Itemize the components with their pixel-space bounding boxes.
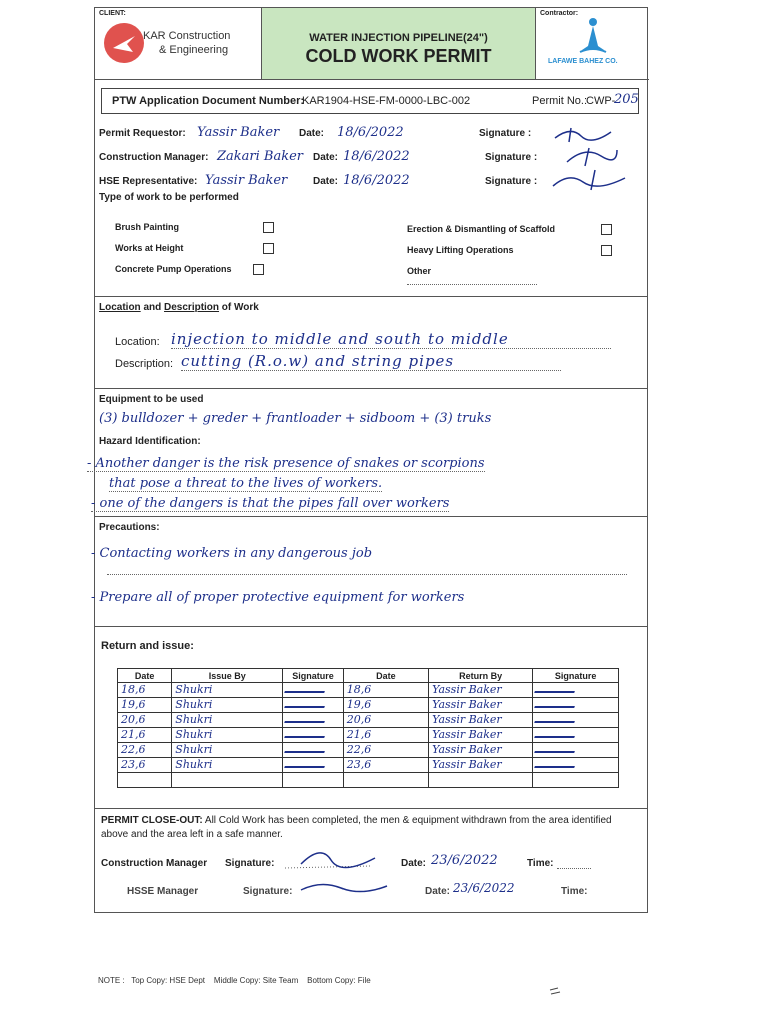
time-line — [557, 868, 591, 869]
signer-date: 18/6/2022 — [343, 173, 410, 188]
table-header-row — [118, 669, 619, 683]
work-type-concrete-pump: Concrete Pump Operations — [115, 264, 232, 274]
row-issue-by — [172, 773, 283, 788]
signer-signature-label: Signature : — [485, 176, 538, 187]
signer-role: Construction Manager: — [99, 152, 209, 163]
row-return-by: Yassir Baker — [429, 698, 533, 713]
client-header-cell — [95, 8, 262, 80]
cm-closeout-label: Construction Manager — [101, 858, 208, 869]
signer-name: Yassir Baker — [197, 125, 280, 140]
row-return-date: 18,6 — [343, 683, 428, 698]
row-date: 19,6 — [118, 698, 172, 713]
section-divider — [95, 388, 647, 389]
signature-mark-icon — [534, 683, 578, 693]
contractor-logo-icon — [578, 16, 608, 54]
row-issue-signature — [283, 758, 344, 773]
signature-mark-icon — [284, 698, 328, 708]
work-type-checkbox[interactable] — [601, 224, 612, 235]
row-issue-by: Shukri — [172, 728, 283, 743]
location-label: Location: — [115, 336, 160, 348]
hsse-date-label: Date: — [425, 886, 451, 897]
work-type-checkbox[interactable] — [253, 264, 264, 275]
row-return-by: Yassir Baker — [429, 713, 533, 728]
row-issue-by: Shukri — [172, 698, 283, 713]
row-issue-signature — [283, 743, 344, 758]
contractor-header-cell — [536, 8, 649, 80]
hsse-date: 23/6/2022 — [453, 881, 515, 895]
signature-mark-icon — [534, 713, 578, 723]
column-header: Issue By — [172, 669, 283, 683]
row-issue-by: Shukri — [172, 758, 283, 773]
signature-mark-icon — [284, 758, 328, 768]
hsse-time-label: Time: — [561, 886, 588, 897]
return-issue-heading: Return and issue: — [101, 640, 194, 652]
signature-mark-icon — [284, 713, 328, 723]
hazard-section — [87, 436, 643, 516]
row-issue-by: Shukri — [172, 683, 283, 698]
signer-role: Permit Requestor: — [99, 128, 186, 139]
row-return-signature — [533, 713, 619, 728]
section-divider — [95, 808, 647, 809]
hazard-line: - one of the dangers is that the pipes fall over workers — [91, 496, 450, 511]
work-type-section — [99, 192, 639, 292]
section-divider — [95, 296, 647, 297]
row-date: 22,6 — [118, 743, 172, 758]
row-return-date: 19,6 — [343, 698, 428, 713]
cm-time-label: Time: — [527, 858, 554, 869]
signer-signature-label: Signature : — [485, 152, 538, 163]
work-type-heading: Type of work to be performed — [99, 192, 239, 203]
row-return-date: 23,6 — [343, 758, 428, 773]
description-value: cutting (R.o.w) and string pipes — [181, 352, 561, 371]
return-issue-table — [117, 668, 619, 788]
precaution-line: - Contacting workers in any dangerous job — [91, 546, 373, 561]
table-row — [118, 773, 619, 788]
row-issue-signature — [283, 698, 344, 713]
row-date — [118, 773, 172, 788]
hazard-line: - Another danger is the risk presence of snakes or scorpions — [87, 456, 485, 471]
work-type-brush-painting: Brush Painting — [115, 222, 180, 232]
doc-number-value: KAR1904-HSE-FM-0000-LBC-002 — [302, 95, 471, 107]
table-row — [118, 758, 619, 773]
hazard-line: that pose a threat to the lives of workers. — [109, 476, 383, 491]
row-return-date: 20,6 — [343, 713, 428, 728]
client-label: CLIENT: — [99, 10, 126, 17]
precautions-heading: Precautions: — [99, 522, 160, 533]
description-label: Description: — [115, 358, 174, 370]
signer-date-label: Date: — [313, 176, 339, 187]
signature-mark-icon — [534, 728, 578, 738]
kar-logo-icon — [103, 22, 145, 64]
row-date: 21,6 — [118, 728, 172, 743]
row-return-date: 21,6 — [343, 728, 428, 743]
signer-row — [99, 148, 639, 170]
cm-date: 23/6/2022 — [431, 853, 498, 868]
cold-work-permit-form — [87, 7, 648, 913]
row-return-by: Yassir Baker — [429, 728, 533, 743]
row-issue-by: Shukri — [172, 743, 283, 758]
work-type-checkbox[interactable] — [263, 243, 274, 254]
doc-number-label: PTW Application Document Number: — [112, 95, 305, 107]
row-return-by: Yassir Baker — [429, 758, 533, 773]
row-return-by: Yassir Baker — [429, 743, 533, 758]
section-divider — [95, 516, 647, 517]
contractor-name: LAFAWE BAHEZ CO. — [548, 58, 618, 65]
client-name-line2: & Engineering — [159, 44, 229, 56]
closeout-text: PERMIT CLOSE-OUT: All Cold Work has been completed, the men & equipment withdrawn from the area identified above and the area left in a safe manner. — [101, 815, 612, 840]
table-row — [118, 698, 619, 713]
blank-line — [107, 574, 627, 575]
location-heading: Location and Description of Work — [99, 302, 259, 313]
stray-mark-icon — [548, 986, 562, 996]
permit-number-value: 205 — [614, 92, 639, 107]
permit-number-label: Permit No.: — [532, 95, 588, 107]
row-return-signature — [533, 758, 619, 773]
row-return-by: Yassir Baker — [429, 683, 533, 698]
location-section — [99, 302, 639, 388]
equipment-section — [99, 392, 643, 432]
signature-mark-icon — [281, 844, 381, 874]
row-issue-by: Shukri — [172, 713, 283, 728]
work-type-other: Other — [407, 266, 432, 276]
project-title: WATER INJECTION PIPELINE(24") — [309, 32, 488, 44]
signer-row — [99, 124, 639, 146]
table-row — [118, 728, 619, 743]
signature-mark-icon — [291, 874, 391, 900]
column-header: Signature — [283, 669, 344, 683]
row-return-signature — [533, 743, 619, 758]
row-issue-signature — [283, 683, 344, 698]
column-header: Return By — [429, 669, 533, 683]
equipment-value: (3) bulldozer + greder + frantloader + sidboom + (3) truks — [99, 411, 492, 426]
hazard-heading: Hazard Identification: — [99, 436, 201, 447]
row-date: 23,6 — [118, 758, 172, 773]
signer-date: 18/6/2022 — [343, 149, 410, 164]
client-name-line1: KAR Construction — [143, 30, 231, 42]
row-issue-signature — [283, 728, 344, 743]
column-header: Signature — [533, 669, 619, 683]
signer-date: 18/6/2022 — [337, 125, 404, 140]
signer-row — [99, 172, 639, 194]
signer-date-label: Date: — [299, 128, 325, 139]
row-return-by — [429, 773, 533, 788]
row-return-date: 22,6 — [343, 743, 428, 758]
signature-mark-icon — [534, 743, 578, 753]
signer-name: Yassir Baker — [205, 173, 288, 188]
cm-signature-label: Signature: — [225, 858, 275, 869]
row-return-signature — [533, 698, 619, 713]
signature-mark-icon — [534, 758, 578, 768]
work-type-scaffold: Erection & Dismantling of Scaffold — [407, 224, 556, 234]
precaution-line: - Prepare all of proper protective equipment for workers — [91, 590, 465, 605]
hsse-manager-label: HSSE Manager — [127, 886, 199, 897]
work-type-works-at-height: Works at Height — [115, 243, 184, 253]
equipment-heading: Equipment to be used — [99, 394, 204, 405]
row-return-date — [343, 773, 428, 788]
signature-mark-icon — [549, 168, 629, 192]
signature-mark-icon — [284, 728, 328, 738]
row-date: 20,6 — [118, 713, 172, 728]
column-header: Date — [343, 669, 428, 683]
signature-mark-icon — [561, 146, 621, 168]
hsse-signature-label: Signature: — [243, 886, 293, 897]
signature-mark-icon — [551, 124, 621, 144]
precautions-section — [91, 520, 643, 620]
row-issue-signature — [283, 773, 344, 788]
permit-title: COLD WORK PERMIT — [305, 46, 492, 66]
signer-date-label: Date: — [313, 152, 339, 163]
copy-distribution-note: NOTE : Top Copy: HSE Dept Middle Copy: Site Team Bottom Copy: File — [98, 976, 371, 985]
contractor-label: Contractor: — [540, 10, 579, 17]
row-return-signature — [533, 728, 619, 743]
table-row — [118, 683, 619, 698]
column-header: Date — [118, 669, 172, 683]
signature-mark-icon — [534, 698, 578, 708]
permit-title-cell — [262, 8, 536, 80]
signature-mark-icon — [284, 683, 328, 693]
signers-block — [99, 124, 639, 196]
work-type-heavy-lifting: Heavy Lifting Operations — [407, 245, 514, 255]
signature-mark-icon — [284, 743, 328, 753]
document-number-box — [101, 88, 639, 114]
work-type-checkbox[interactable] — [263, 222, 274, 233]
cm-date-label: Date: — [401, 858, 427, 869]
row-date: 18,6 — [118, 683, 172, 698]
location-value: injection to middle and south to middle — [171, 330, 611, 349]
other-line — [407, 284, 537, 285]
work-type-checkbox[interactable] — [601, 245, 612, 256]
signer-signature-label: Signature : — [479, 128, 532, 139]
signer-name: Zakari Baker — [217, 149, 304, 164]
row-return-signature — [533, 683, 619, 698]
table-row — [118, 743, 619, 758]
section-divider — [95, 626, 647, 627]
permit-number-prefix: CWP- — [586, 95, 616, 107]
row-issue-signature — [283, 713, 344, 728]
signer-role: HSE Representative: — [99, 176, 198, 187]
table-row — [118, 713, 619, 728]
row-return-signature — [533, 773, 619, 788]
